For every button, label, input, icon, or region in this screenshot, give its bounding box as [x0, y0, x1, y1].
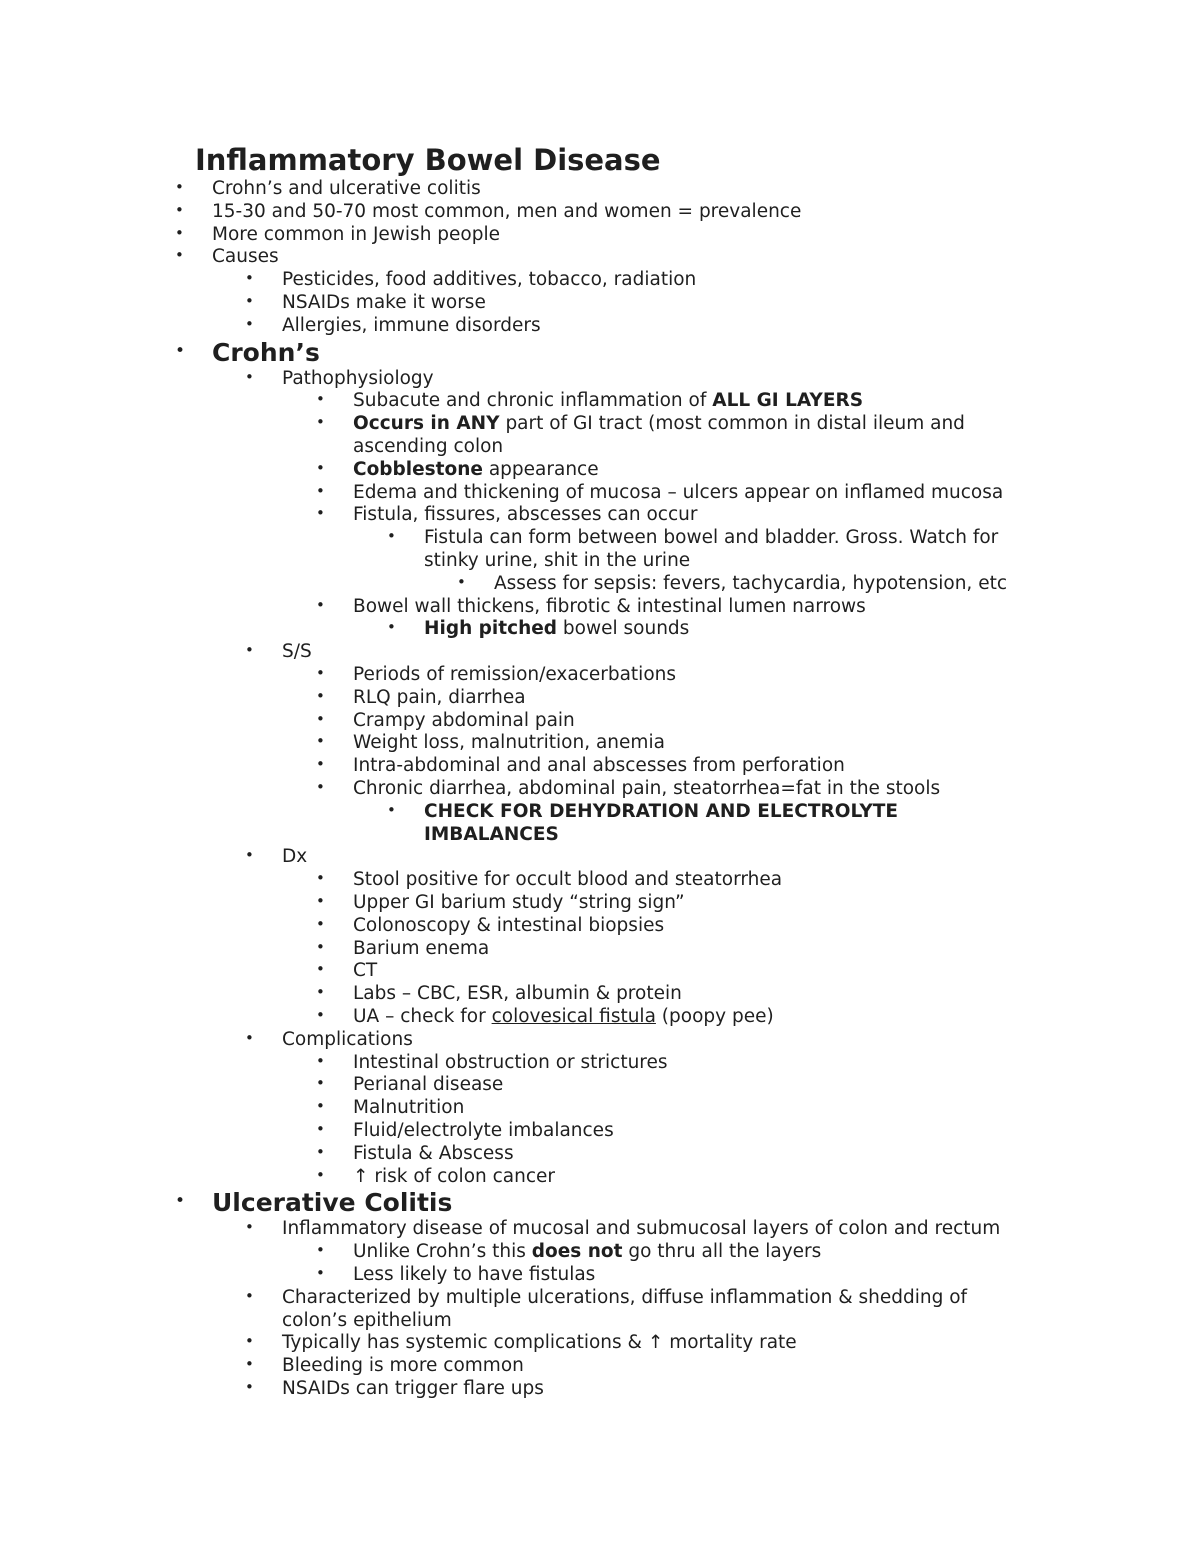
list-item [353, 1120, 614, 1143]
list-item [353, 413, 965, 436]
list-item [353, 664, 676, 687]
item-text: bowel sounds [557, 618, 690, 640]
bullet-icon: • [316, 1051, 325, 1070]
bullet-icon: • [245, 1355, 254, 1374]
list-item [424, 824, 559, 847]
bullet-icon: • [245, 292, 254, 310]
list-item [353, 1052, 668, 1075]
bullet-icon: • [175, 340, 186, 361]
item-text: Subacute and chronic inflammation of [353, 390, 713, 412]
bold-text: Occurs in ANY [353, 413, 500, 435]
bullet-icon: • [316, 664, 325, 682]
bold-text: CHECK FOR DEHYDRATION AND ELECTROLYTE [424, 800, 898, 822]
item-text: Barium enema [353, 937, 490, 959]
item-text: Periods of remission/exacerbations [353, 664, 677, 685]
list-item [424, 527, 998, 550]
list-item [353, 1143, 514, 1166]
list-item [353, 596, 866, 619]
list-item [282, 292, 486, 315]
item-text: Intestinal obstruction or strictures [353, 1051, 668, 1073]
bullet-icon: • [316, 1097, 325, 1116]
bullet-icon: • [316, 732, 325, 751]
item-text: go thru all the layers [622, 1241, 822, 1263]
list-item [353, 1006, 774, 1029]
item-text: S/S [282, 641, 312, 663]
item-text: Intra-abdominal and anal abscesses from perforation [353, 755, 845, 777]
bullet-icon: • [245, 1332, 254, 1351]
bullet-icon: • [175, 223, 184, 242]
section-heading [212, 338, 320, 368]
bullet-icon: • [245, 269, 254, 288]
bullet-icon: • [387, 618, 396, 637]
list-item [353, 755, 845, 778]
bullet-icon: • [316, 869, 325, 888]
list-item [353, 892, 685, 915]
item-text: Stool positive for occult blood and steatorrhea [353, 869, 783, 891]
bullet-icon: • [316, 458, 325, 477]
list-item [282, 269, 696, 292]
bullet-icon: • [175, 1191, 186, 1212]
bullet-icon: • [316, 937, 325, 956]
item-text: Malnutrition [353, 1097, 465, 1119]
bullet-icon: • [316, 686, 325, 705]
list-item [353, 1097, 464, 1120]
item-text: Colonoscopy & intestinal biopsies [353, 914, 665, 936]
item-text: Causes [212, 246, 279, 268]
list-item [353, 983, 682, 1006]
bullet-icon: • [175, 178, 184, 196]
list-item [212, 178, 481, 201]
list-item [282, 641, 312, 664]
item-text: Allergies, immune disorders [282, 314, 541, 336]
bold-text: does not [531, 1241, 623, 1263]
item-text: (poopy pee) [655, 1006, 774, 1027]
bullet-icon: • [316, 1142, 325, 1161]
item-text: 15-30 and 50-70 most common, men and women = prevalence [212, 200, 802, 222]
item-text: Typically has systemic complications & ↑ mortality rate [282, 1332, 797, 1354]
list-item [353, 1264, 595, 1287]
list-item [212, 246, 279, 269]
bullet-icon: • [245, 1286, 254, 1305]
item-text: Crampy abdominal pain [353, 709, 575, 731]
item-text: Bowel wall thickens, fibrotic & intestinal lumen narrows [353, 595, 866, 617]
list-item [353, 1166, 555, 1189]
item-text: Ulcerative Colitis [212, 1188, 453, 1218]
item-text: Perianal disease [353, 1074, 504, 1096]
item-text: Labs – CBC, ESR, albumin & protein [353, 983, 682, 1005]
item-text: Crohn’s and ulcerative colitis [212, 178, 481, 199]
bullet-icon: • [316, 755, 325, 774]
item-text: Fistula & Abscess [353, 1142, 514, 1164]
item-text: Crohn’s [212, 337, 320, 367]
list-item [282, 1355, 524, 1378]
item-text: Assess for sepsis: fevers, tachycardia, hypotension, etc [494, 572, 1008, 594]
bold-text: IMBALANCES [424, 823, 559, 845]
list-item [494, 573, 1007, 596]
bullet-icon: • [316, 481, 325, 500]
item-text: Fluid/electrolyte imbalances [353, 1120, 614, 1141]
item-text: Pesticides, food additives, tobacco, radiation [282, 269, 697, 291]
item-text: NSAIDs can trigger flare ups [282, 1378, 544, 1399]
list-item [353, 687, 526, 710]
item-text: RLQ pain, diarrhea [353, 686, 526, 708]
bold-text: ALL GI LAYERS [712, 390, 864, 412]
list-item [424, 550, 690, 573]
item-text: UA – check for [353, 1006, 492, 1027]
section-heading [212, 1188, 452, 1218]
list-item [353, 459, 599, 482]
list-item [282, 1332, 797, 1355]
item-text: part of GI tract (most common in distal ileum and [499, 413, 965, 435]
list-item [212, 201, 801, 224]
bullet-icon: • [316, 595, 325, 614]
bullet-icon: • [316, 504, 325, 523]
item-text: Chronic diarrhea, abdominal pain, steatorrhea=fat in the stools [353, 778, 941, 799]
list-item [353, 938, 489, 961]
item-text: Inflammatory disease of mucosal and submucosal layers of colon and rectum [282, 1218, 1001, 1240]
bullet-icon: • [245, 846, 254, 865]
item-text: ↑ risk of colon cancer [353, 1165, 556, 1187]
bullet-icon: • [245, 367, 254, 386]
bullet-icon: • [316, 390, 325, 409]
list-item [353, 504, 697, 527]
item-text: Complications [282, 1028, 413, 1050]
bullet-icon: • [316, 892, 325, 910]
item-text: ascending colon [353, 436, 504, 457]
list-item [212, 224, 500, 247]
bullet-icon: • [316, 1241, 325, 1260]
item-text: Weight loss, malnutrition, anemia [353, 732, 665, 754]
item-text: CT [353, 960, 378, 982]
bullet-icon: • [316, 914, 325, 933]
item-text: Unlike Crohn’s this [353, 1241, 532, 1263]
item-text: Bleeding is more common [282, 1355, 524, 1377]
bullet-icon: • [316, 413, 325, 432]
list-item [424, 618, 689, 641]
list-item [424, 801, 898, 824]
list-item [353, 436, 503, 459]
bullet-icon: • [457, 572, 466, 591]
bullet-icon: • [245, 1028, 254, 1047]
item-text: stinky urine, shit in the urine [424, 550, 691, 571]
item-text: Less likely to have fistulas [353, 1264, 596, 1285]
bullet-icon: • [316, 1006, 325, 1024]
item-text: NSAIDs make it worse [282, 292, 486, 313]
list-item [353, 960, 377, 983]
bullet-icon: • [316, 1264, 325, 1282]
bullet-icon: • [245, 1218, 254, 1237]
bullet-icon: • [316, 960, 325, 979]
bullet-icon: • [316, 709, 325, 728]
list-item [282, 846, 307, 869]
item-text: Edema and thickening of mucosa – ulcers appear on inflamed mucosa [353, 481, 1004, 503]
list-item [282, 1218, 1000, 1241]
bold-text: High pitched [424, 618, 558, 640]
list-item [282, 368, 434, 391]
list-item [353, 915, 664, 938]
item-text: Upper GI barium study “string sign” [353, 892, 685, 913]
list-item [353, 869, 782, 892]
item-text: Dx [282, 846, 308, 868]
bullet-icon: • [316, 778, 325, 796]
bullet-icon: • [316, 1074, 325, 1093]
list-item [282, 1287, 967, 1310]
list-item [353, 732, 665, 755]
list-item [353, 482, 1003, 505]
bullet-icon: • [387, 527, 396, 546]
item-text: More common in Jewish people [212, 223, 501, 245]
bullet-icon: • [245, 314, 254, 333]
list-item [353, 1241, 821, 1264]
bullet-icon: • [316, 1120, 325, 1138]
list-item [282, 315, 541, 338]
item-text: colon’s epithelium [282, 1309, 452, 1331]
item-text: Fistula can form between bowel and bladder. Gross. Watch for [424, 527, 999, 549]
item-text: appearance [482, 458, 599, 480]
list-item [353, 390, 863, 413]
bullet-icon: • [175, 200, 184, 219]
bullet-icon: • [245, 1378, 254, 1396]
list-item [353, 778, 940, 801]
item-text: Pathophysiology [282, 367, 434, 389]
item-text: Fistula, fissures, abscesses can occur [353, 504, 698, 526]
list-item [282, 1029, 413, 1052]
bullet-icon: • [245, 641, 254, 660]
list-item [353, 1074, 503, 1097]
bullet-icon: • [316, 983, 325, 1002]
bullet-icon: • [387, 800, 396, 819]
list-item [282, 1310, 452, 1333]
bullet-icon: • [175, 246, 184, 265]
underlined-term: colovesical fistula [491, 1006, 656, 1027]
page-title: Inflammatory Bowel Disease [195, 143, 661, 177]
list-item [282, 1378, 544, 1401]
bold-text: Cobblestone [353, 458, 483, 480]
bullet-icon: • [316, 1165, 325, 1184]
item-text: Characterized by multiple ulcerations, diffuse inflammation & shedding of [282, 1286, 968, 1308]
list-item [353, 710, 575, 733]
